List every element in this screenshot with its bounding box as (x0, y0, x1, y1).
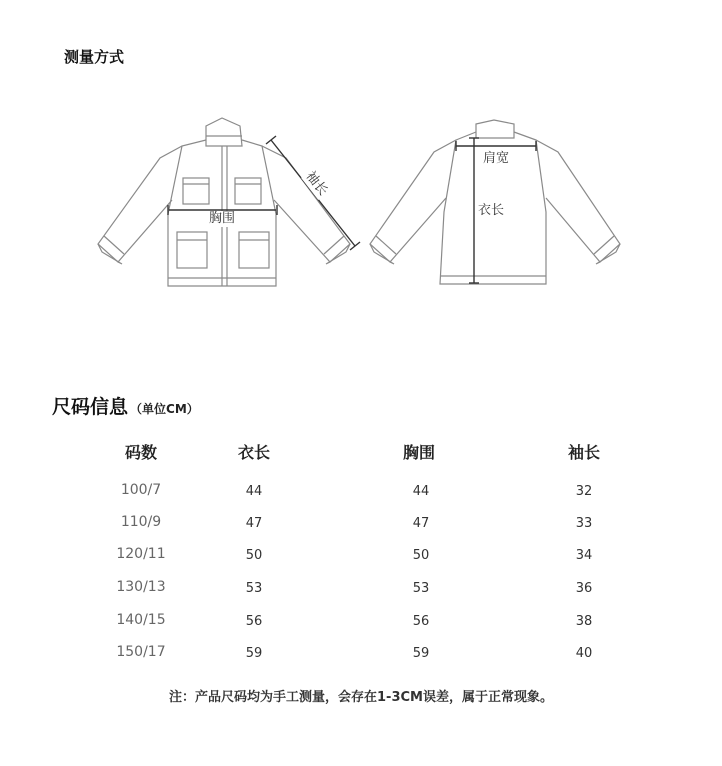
header-length: 衣长 (237, 443, 270, 462)
length-cell: 47 (245, 516, 263, 531)
jacket-measurement-diagram (0, 0, 722, 330)
chest-cell: 50 (412, 548, 430, 563)
length-cell: 50 (245, 548, 263, 563)
chest-cell: 44 (412, 484, 430, 499)
sleeve-cell: 32 (575, 484, 593, 499)
back-jacket-drawing (370, 120, 620, 284)
sleeve-cell: 33 (575, 516, 593, 531)
measurement-method-title: 测量方式 (64, 48, 125, 66)
sleeve-cell: 40 (575, 646, 593, 661)
sleeve-cell: 36 (575, 581, 593, 596)
chest-cell: 53 (412, 581, 430, 596)
front-jacket-drawing (98, 118, 350, 286)
length-label: 衣长 (478, 203, 505, 218)
size-info-title (52, 392, 199, 419)
sleeve-cell: 38 (575, 614, 593, 629)
length-cell: 56 (245, 614, 263, 629)
size-cell: 120/11 (116, 546, 166, 562)
chest-cell: 59 (412, 646, 430, 661)
sleeve-label: 袖长 (302, 168, 331, 199)
length-cell: 44 (245, 484, 263, 499)
length-cell: 53 (245, 581, 263, 596)
size-unit-note: （单位CM） (130, 402, 199, 416)
shoulder-label: 肩宽 (483, 151, 510, 166)
size-cell: 110/9 (120, 514, 162, 530)
size-info-title-text: 尺码信息 (52, 396, 129, 418)
header-chest: 胸围 (402, 443, 435, 462)
size-cell: 150/17 (116, 644, 166, 660)
chest-cell: 56 (412, 614, 430, 629)
length-cell: 59 (245, 646, 263, 661)
measurement-note: 注：产品尺码均为手工测量，会存在1-3CM误差，属于正常现象。 (169, 690, 553, 705)
chest-label: 胸围 (209, 211, 236, 226)
size-cell: 130/13 (116, 579, 166, 595)
size-cell: 140/15 (116, 612, 166, 628)
size-cell: 100/7 (120, 482, 162, 498)
chest-cell: 47 (412, 516, 430, 531)
sleeve-cell: 34 (575, 548, 593, 563)
header-sleeve: 袖长 (567, 443, 600, 462)
header-size: 码数 (124, 443, 157, 462)
